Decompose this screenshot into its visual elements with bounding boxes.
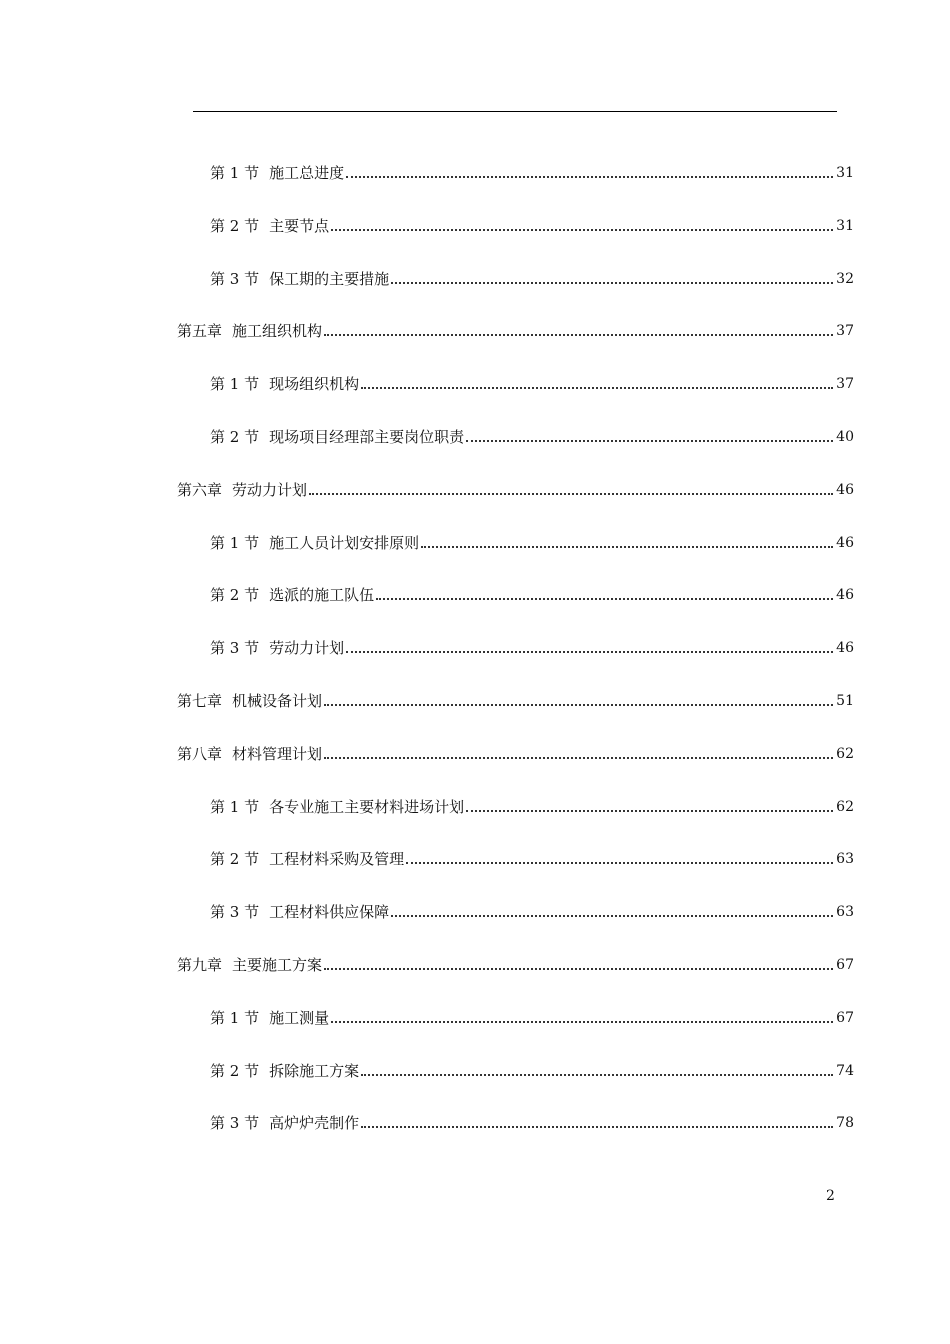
- dot-leader: [466, 440, 833, 442]
- entry-title: 高炉炉壳制作: [269, 1114, 360, 1133]
- entry-number: 第七章: [177, 692, 223, 710]
- dot-leader: [331, 229, 833, 231]
- entry-page-number: 40: [836, 429, 854, 445]
- entry-number: 第 2 节: [210, 1061, 260, 1080]
- entry-page-number: 31: [836, 165, 854, 181]
- entry-title: 施工总进度: [269, 164, 345, 182]
- dot-leader: [331, 1021, 833, 1023]
- entry-page-number: 78: [836, 1115, 854, 1132]
- entry-page-number: 67: [836, 957, 854, 973]
- toc-section-entry[interactable]: [210, 530, 854, 552]
- entry-page-number: 62: [836, 745, 854, 762]
- toc-section-entry[interactable]: [210, 846, 854, 868]
- toc-section-entry[interactable]: [210, 371, 854, 393]
- entry-page-number: 63: [836, 904, 854, 921]
- toc-section-entry[interactable]: [210, 794, 854, 816]
- entry-number: 第 2 节: [210, 850, 260, 869]
- entry-page-number: 46: [836, 481, 854, 498]
- toc-section-entry[interactable]: [210, 635, 854, 657]
- toc-section-entry[interactable]: [210, 1058, 854, 1080]
- toc-section-entry[interactable]: [210, 899, 854, 921]
- dot-leader: [391, 915, 833, 917]
- dot-leader: [361, 1126, 833, 1128]
- page-number: 2: [826, 1188, 835, 1204]
- entry-title: 各专业施工主要材料进场计划: [269, 797, 465, 816]
- dot-leader: [324, 704, 833, 706]
- entry-title: 施工组织机构: [232, 322, 323, 341]
- entry-page-number: 31: [836, 217, 854, 234]
- entry-title: 拆除施工方案: [269, 1061, 360, 1080]
- dot-leader: [376, 598, 833, 600]
- toc-chapter-entry[interactable]: [177, 688, 854, 710]
- entry-page-number: 63: [836, 851, 854, 868]
- dot-leader: [361, 387, 833, 389]
- entry-title: 施工人员计划安排原则: [269, 533, 420, 552]
- entry-title: 机械设备计划: [232, 692, 323, 710]
- entry-number: 第 1 节: [210, 375, 260, 394]
- entry-number: 第 3 节: [210, 1114, 260, 1133]
- dot-leader: [406, 862, 833, 864]
- toc-section-entry[interactable]: [210, 160, 854, 182]
- entry-number: 第 3 节: [210, 269, 260, 288]
- toc-section-entry[interactable]: [210, 213, 854, 235]
- entry-page-number: 67: [836, 1009, 854, 1026]
- entry-title: 劳动力计划: [269, 639, 345, 658]
- entry-title: 工程材料采购及管理: [269, 850, 405, 869]
- entry-number: 第五章: [177, 322, 223, 341]
- toc-section-entry[interactable]: [210, 1005, 854, 1027]
- entry-number: 第 3 节: [210, 639, 260, 658]
- entry-page-number: 46: [836, 587, 854, 604]
- dot-leader: [466, 810, 833, 812]
- entry-title: 材料管理计划: [232, 744, 323, 763]
- entry-number: 第六章: [177, 480, 223, 499]
- entry-title: 施工测量: [269, 1008, 330, 1027]
- entry-title: 劳动力计划: [232, 480, 308, 499]
- toc-section-entry[interactable]: [210, 424, 854, 446]
- entry-number: 第 1 节: [210, 797, 260, 816]
- entry-title: 选派的施工队伍: [269, 586, 375, 605]
- entry-title: 保工期的主要措施: [269, 269, 390, 288]
- toc-chapter-entry[interactable]: [177, 318, 854, 340]
- entry-title: 主要节点: [269, 216, 330, 235]
- dot-leader: [361, 1074, 833, 1076]
- entry-number: 第 1 节: [210, 1008, 260, 1027]
- entry-number: 第 1 节: [210, 533, 260, 552]
- toc-section-entry[interactable]: [210, 582, 854, 604]
- entry-number: 第九章: [177, 956, 223, 974]
- dot-leader: [324, 334, 833, 336]
- entry-number: 第 2 节: [210, 428, 260, 446]
- dot-leader: [346, 176, 833, 178]
- entry-page-number: 46: [836, 534, 854, 551]
- entry-page-number: 74: [836, 1062, 854, 1079]
- entry-page-number: 37: [836, 376, 854, 393]
- entry-page-number: 37: [836, 323, 854, 340]
- dot-leader: [391, 282, 833, 284]
- entry-title: 主要施工方案: [232, 956, 323, 974]
- dot-leader: [309, 493, 833, 495]
- entry-number: 第 3 节: [210, 903, 260, 922]
- entry-title: 现场项目经理部主要岗位职责: [269, 428, 465, 446]
- entry-title: 工程材料供应保障: [269, 903, 390, 922]
- entry-page-number: 32: [836, 270, 854, 287]
- entry-page-number: 62: [836, 798, 854, 815]
- dot-leader: [346, 651, 833, 653]
- dot-leader: [421, 546, 833, 548]
- toc-chapter-entry[interactable]: [177, 952, 854, 974]
- toc-section-entry[interactable]: [210, 1110, 854, 1132]
- entry-page-number: 51: [836, 693, 854, 709]
- entry-number: 第 2 节: [210, 586, 260, 605]
- entry-number: 第 1 节: [210, 164, 260, 182]
- toc-chapter-entry[interactable]: [177, 741, 854, 763]
- toc-section-entry[interactable]: [210, 266, 854, 288]
- entry-title: 现场组织机构: [269, 375, 360, 394]
- entry-number: 第八章: [177, 744, 223, 763]
- entry-number: 第 2 节: [210, 216, 260, 235]
- dot-leader: [324, 968, 833, 970]
- entry-page-number: 46: [836, 640, 854, 657]
- toc-chapter-entry[interactable]: [177, 477, 854, 499]
- dot-leader: [324, 757, 833, 759]
